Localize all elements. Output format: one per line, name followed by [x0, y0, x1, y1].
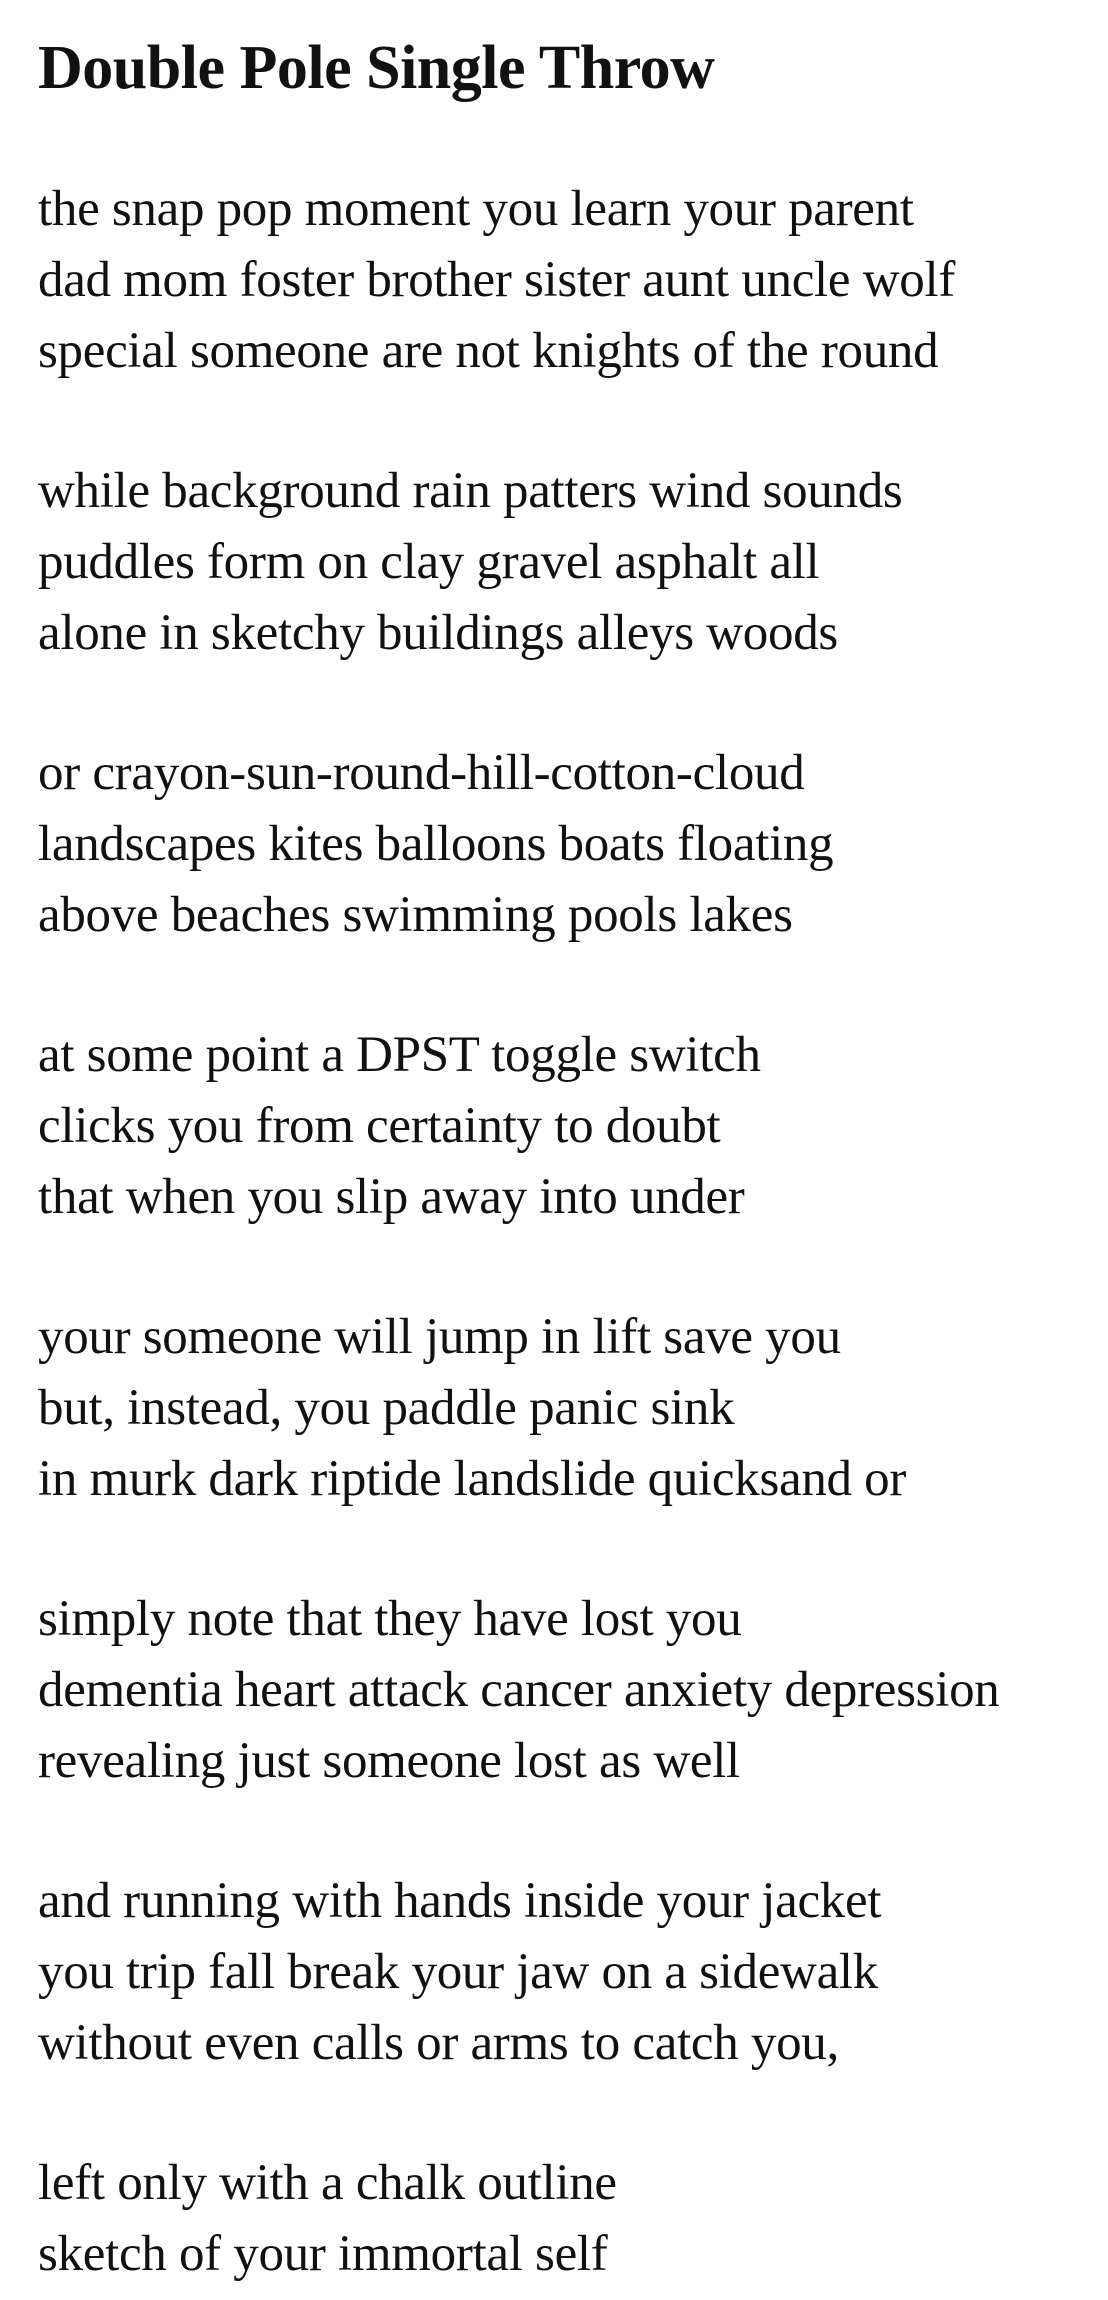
poem-body [38, 174, 1103, 2290]
poem-line: while background rain patters wind sounds [38, 463, 903, 519]
poem-line: at some point a DPST toggle switch [38, 1027, 761, 1083]
stanza-7 [38, 1866, 1103, 2079]
poem-line: or crayon-sun-round-hill-cotton-cloud [38, 745, 805, 801]
stanza-8 [38, 2148, 1103, 2290]
poem-line: clicks you from certainty to doubt [38, 1098, 721, 1154]
poem-line: but, instead, you paddle panic sink [38, 1380, 735, 1436]
poem-line: and running with hands inside your jacket [38, 1873, 882, 1929]
poem-line: in murk dark riptide landslide quicksand or [38, 1451, 907, 1507]
poem-line: dad mom foster brother sister aunt uncle wolf [38, 252, 956, 308]
stanza-6 [38, 1584, 1103, 1797]
poem-line: that when you slip away into under [38, 1169, 745, 1225]
poem-line: the snap pop moment you learn your parent [38, 181, 914, 237]
poem-line: your someone will jump in lift save you [38, 1309, 841, 1365]
poem-line: left only with a chalk outline [38, 2155, 617, 2211]
poem-line: puddles form on clay gravel asphalt all [38, 534, 820, 590]
poem-line: you trip fall break your jaw on a sidewalk [38, 1944, 878, 2000]
poem-line: without even calls or arms to catch you, [38, 2015, 839, 2071]
poem-line: above beaches swimming pools lakes [38, 887, 793, 943]
poem-line: revealing just someone lost as well [38, 1733, 740, 1789]
stanza-4 [38, 1020, 1103, 1233]
poem-line: special someone are not knights of the round [38, 323, 939, 379]
poem-line: sketch of your immortal self [38, 2226, 608, 2282]
poem-line: dementia heart attack cancer anxiety depression [38, 1662, 1000, 1718]
poem-line: landscapes kites balloons boats floating [38, 816, 834, 872]
stanza-3 [38, 738, 1103, 951]
stanza-5 [38, 1302, 1103, 1515]
poem-page [38, 30, 1103, 2290]
poem-title: Double Pole Single Throw [38, 34, 715, 102]
poem-line: alone in sketchy buildings alleys woods [38, 605, 838, 661]
stanza-1 [38, 174, 1103, 387]
stanza-2 [38, 456, 1103, 669]
poem-line: simply note that they have lost you [38, 1591, 742, 1647]
